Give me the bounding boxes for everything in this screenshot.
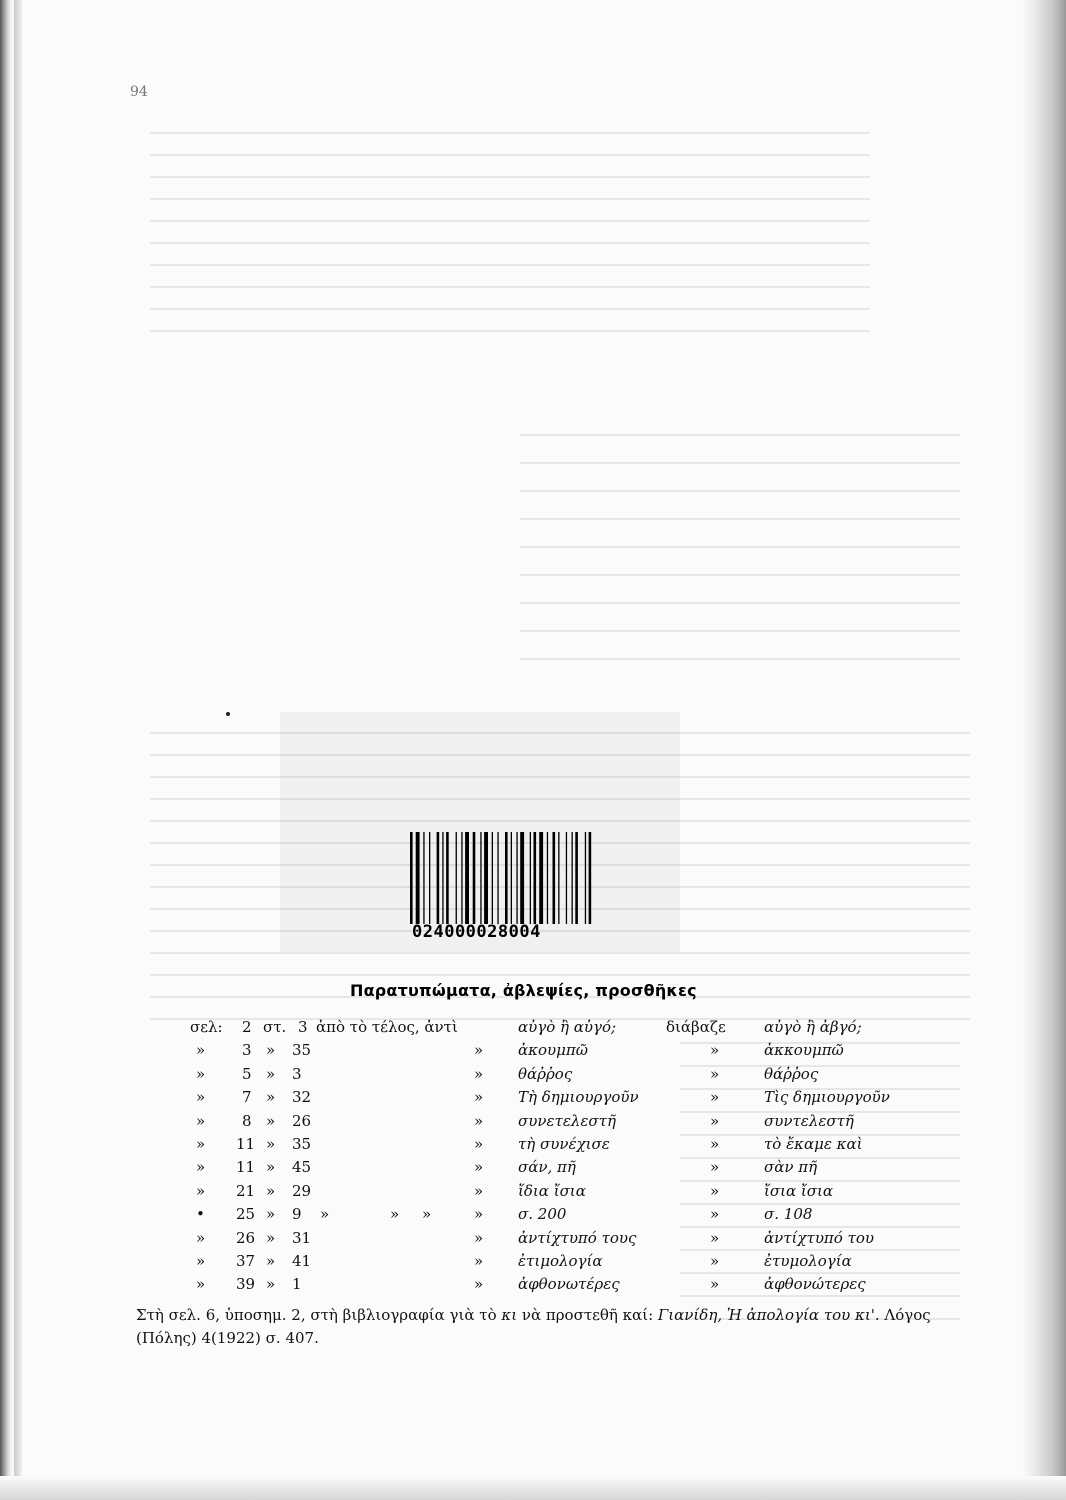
correct-text: ἀντίχτυπό του	[764, 1228, 875, 1247]
errata-row	[190, 1063, 910, 1086]
wrong-text: ἀκουμπῶ	[518, 1041, 588, 1060]
ditto-mark: »	[266, 1134, 276, 1153]
errata-row	[190, 1203, 910, 1226]
ditto-mark: »	[266, 1111, 276, 1130]
page-value: 26	[236, 1228, 256, 1247]
barcode-bar	[446, 832, 449, 924]
ditto-mark: »	[266, 1275, 276, 1294]
barcode-bar	[558, 832, 559, 924]
barcode-bar	[547, 832, 548, 924]
ditto-mark: »	[474, 1111, 484, 1130]
wrong-text: σάν, πῆ	[518, 1158, 576, 1177]
ditto-mark: »	[710, 1041, 720, 1060]
wrong-text: ἀφθονωτέρες	[518, 1275, 620, 1294]
errata-header-row	[190, 1016, 910, 1039]
errata-table	[190, 1016, 910, 1297]
barcode-bar	[520, 832, 524, 924]
barcode-bar	[516, 832, 517, 924]
ditto-mark: »	[196, 1158, 206, 1177]
correct-text: τὸ ἔκαμε καὶ	[764, 1134, 863, 1153]
wrong-text: τὴ συνέχισε	[518, 1134, 610, 1153]
correct-text: Τὶς δημιουργοῦν	[764, 1088, 890, 1107]
barcode-bar	[589, 832, 592, 924]
wrong-text: αὐγὸ ἢ αὐγό;	[518, 1018, 617, 1036]
wrong-text: σ. 200	[518, 1205, 567, 1224]
barcode-bar	[511, 832, 512, 924]
line-value: 3	[292, 1064, 302, 1083]
barcode-bar	[473, 832, 476, 924]
errata-row	[190, 1156, 910, 1179]
barcode-bar	[539, 832, 543, 924]
ditto-mark: »	[474, 1181, 484, 1200]
page-value: 3	[242, 1041, 252, 1060]
show-through-upper	[150, 120, 870, 350]
ditto-mark: »	[710, 1251, 720, 1270]
ditto-mark: »	[474, 1205, 484, 1224]
binding-edge	[14, 0, 22, 1500]
ditto-mark: »	[266, 1228, 276, 1247]
barcode-bars	[410, 832, 635, 924]
page-edge-right	[1022, 0, 1066, 1500]
ditto-mark: »	[266, 1181, 276, 1200]
ditto-mark: »	[390, 1205, 400, 1224]
correct-text: συντελεστῆ	[764, 1111, 854, 1130]
correct-text: θάῤῥος	[764, 1064, 819, 1083]
barcode-bar	[442, 832, 443, 924]
ditto-mark: »	[266, 1064, 276, 1083]
page-value: 11	[236, 1134, 256, 1153]
ditto-mark: »	[710, 1064, 720, 1083]
page-value: 25	[236, 1205, 256, 1224]
barcode-bar	[461, 832, 462, 924]
barcode-bar	[465, 832, 469, 924]
note-text-a: Στὴ σελ. 6, ὑποσημ. 2, στὴ βιβλιογραφία γιὰ τὸ	[136, 1306, 502, 1324]
barcode-bar	[553, 832, 556, 924]
line-value: 32	[292, 1088, 312, 1107]
barcode-number: 024000028004	[412, 922, 541, 942]
line-position-text: ἀπὸ τὸ τέλος, ἀντὶ	[316, 1018, 458, 1036]
barcode-bar	[437, 832, 440, 924]
barcode-bar	[429, 832, 430, 924]
errata-row	[190, 1039, 910, 1062]
errata-row	[190, 1273, 910, 1296]
page-value: 11	[236, 1158, 256, 1177]
ditto-mark: »	[196, 1041, 206, 1060]
wrong-text: συνετελεστῆ	[518, 1111, 616, 1130]
errata-row	[190, 1110, 910, 1133]
ditto-mark: »	[710, 1134, 720, 1153]
ditto-mark: »	[474, 1041, 484, 1060]
ditto-mark: »	[710, 1205, 720, 1224]
barcode	[410, 832, 635, 944]
ditto-mark: »	[474, 1228, 484, 1247]
barcode-bar	[423, 832, 424, 924]
barcode-bar	[410, 832, 413, 924]
ditto-mark: »	[474, 1251, 484, 1270]
line-value: 1	[292, 1275, 302, 1294]
errata-row	[190, 1180, 910, 1203]
errata-title: Παρατυπώματα, ἀβλεψίες, προσθῆκες	[350, 981, 697, 1000]
correct-text: ἀκκουμπῶ	[764, 1041, 844, 1060]
correct-text: σ. 108	[764, 1205, 813, 1224]
ditto-mark: »	[266, 1251, 276, 1270]
page-value: 5	[242, 1064, 252, 1083]
line-value: 9	[292, 1205, 302, 1224]
errata-row	[190, 1250, 910, 1273]
wrong-text: Τὴ δημιουργοῦν	[518, 1088, 639, 1107]
ditto-mark: »	[710, 1181, 720, 1200]
ditto-mark: »	[266, 1041, 276, 1060]
correct-text: αὐγὸ ἢ ἀβγό;	[764, 1018, 862, 1036]
errata-row	[190, 1227, 910, 1250]
ditto-mark: »	[474, 1064, 484, 1083]
ditto-mark: »	[710, 1088, 720, 1107]
ditto-mark: »	[196, 1064, 206, 1083]
correct-text: ἐτυμολογία	[764, 1251, 852, 1270]
correct-text: ἴσια ἴσια	[764, 1181, 834, 1200]
barcode-bar	[585, 832, 586, 924]
page-label: σελ:	[190, 1018, 223, 1036]
note-author: Γιανίδη, Ἡ ἀπολογία του κι'.	[657, 1306, 880, 1324]
line-value: 41	[292, 1251, 312, 1270]
errata-row	[190, 1133, 910, 1156]
correct-text: ἀφθονώτερες	[764, 1275, 866, 1294]
note-text-b: νὰ προστεθῆ καί:	[517, 1306, 658, 1324]
column-label: στ.	[263, 1018, 287, 1036]
errata-rows	[190, 1039, 910, 1296]
barcode-bar	[456, 832, 457, 924]
ink-dot	[226, 712, 230, 716]
line-value: 3	[298, 1018, 308, 1036]
barcode-bar	[572, 832, 573, 924]
ditto-mark: »	[196, 1134, 206, 1153]
barcode-bar	[566, 832, 567, 924]
line-value: 35	[292, 1134, 312, 1153]
ditto-mark: »	[196, 1228, 206, 1247]
wrong-text: ἴδια ἴσια	[518, 1181, 586, 1200]
ditto-mark: »	[266, 1088, 276, 1107]
addendum-note	[136, 1304, 966, 1350]
ditto-mark: »	[196, 1111, 206, 1130]
barcode-bar	[492, 832, 493, 924]
page-value: 37	[236, 1251, 256, 1270]
ditto-mark: »	[422, 1205, 432, 1224]
binding-shadow-left	[0, 0, 14, 1500]
note-ki: κι	[501, 1306, 518, 1324]
ditto-mark: »	[196, 1275, 206, 1294]
ditto-mark: »	[710, 1111, 720, 1130]
note-text-c: Λόγος (Πόλης) 4(1922) σ. 407.	[136, 1306, 931, 1347]
barcode-bar	[480, 832, 481, 924]
ditto-mark: »	[710, 1158, 720, 1177]
line-value: 31	[292, 1228, 312, 1247]
show-through-right	[520, 420, 960, 680]
barcode-bar	[484, 832, 488, 924]
ditto-mark: »	[196, 1251, 206, 1270]
barcode-bar	[534, 832, 537, 924]
read-instead-label: διάβαζε	[666, 1018, 726, 1036]
bullet-mark: •	[196, 1205, 205, 1224]
page-value: 21	[236, 1181, 256, 1200]
ditto-mark: »	[196, 1088, 206, 1107]
ditto-mark: »	[474, 1275, 484, 1294]
line-value: 45	[292, 1158, 312, 1177]
correct-text: σὰν πῆ	[764, 1158, 818, 1177]
ditto-mark: »	[710, 1228, 720, 1247]
page-number: 94	[130, 84, 148, 100]
page-value: 8	[242, 1111, 252, 1130]
page-edge-bottom	[0, 1476, 1066, 1500]
barcode-bar	[505, 832, 508, 924]
page-value: 7	[242, 1088, 252, 1107]
ditto-mark: »	[474, 1158, 484, 1177]
barcode-bar	[530, 832, 531, 924]
barcode-bar	[497, 832, 498, 924]
page-value: 39	[236, 1275, 256, 1294]
ditto-mark: »	[474, 1134, 484, 1153]
ditto-mark: »	[266, 1158, 276, 1177]
errata-row	[190, 1086, 910, 1109]
wrong-text: ἀντίχτυπό τους	[518, 1228, 637, 1247]
wrong-text: θάῤῥος	[518, 1064, 573, 1083]
page-value: 2	[242, 1018, 252, 1036]
barcode-bar	[416, 832, 420, 924]
ditto-mark: »	[474, 1088, 484, 1107]
wrong-text: ἐτιμολογία	[518, 1251, 603, 1270]
line-value: 29	[292, 1181, 312, 1200]
line-value: 26	[292, 1111, 312, 1130]
ditto-mark: »	[710, 1275, 720, 1294]
ditto-mark: »	[196, 1181, 206, 1200]
ditto-mark: »	[320, 1205, 330, 1224]
ditto-mark: »	[266, 1205, 276, 1224]
line-value: 35	[292, 1041, 312, 1060]
barcode-bar	[575, 832, 578, 924]
